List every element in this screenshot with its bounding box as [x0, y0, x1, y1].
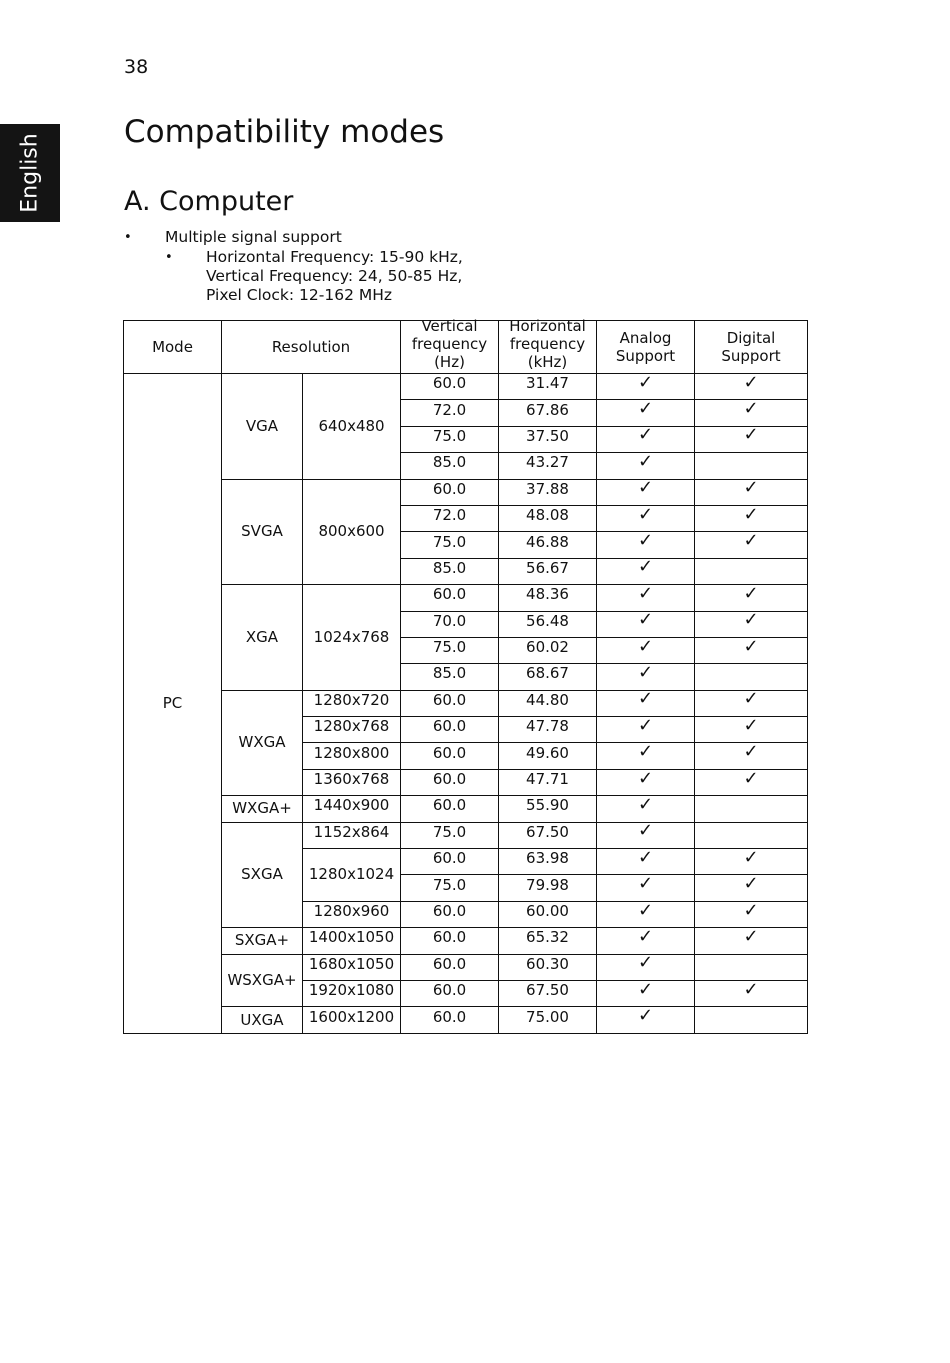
vertical-frequency-cell: 70.0 [401, 611, 499, 637]
checkmark-icon: ✓ [637, 477, 654, 499]
vertical-frequency-cell: 60.0 [401, 849, 499, 875]
horizontal-frequency-cell: 46.88 [499, 532, 597, 558]
vertical-frequency-cell: 60.0 [401, 796, 499, 822]
vertical-frequency-text: Vertical Frequency: 24, 50-85 Hz, [206, 267, 463, 285]
vertical-frequency-cell: 72.0 [401, 505, 499, 531]
checkmark-icon: ✓ [637, 714, 654, 736]
resolution-cell: 800x600 [303, 479, 401, 585]
horizontal-frequency-cell: 75.00 [499, 1007, 597, 1033]
horizontal-frequency-cell: 48.08 [499, 505, 597, 531]
vertical-frequency-cell: 72.0 [401, 400, 499, 426]
checkmark-icon: ✓ [743, 477, 759, 499]
digital-support-cell [695, 901, 808, 927]
horizontal-frequency-cell: 43.27 [499, 453, 597, 479]
digital-support-cell [695, 453, 808, 479]
bullet-icon: • [124, 230, 132, 245]
digital-support-cell [695, 582, 808, 611]
checkmark-icon: ✓ [743, 582, 759, 604]
table-row [124, 585, 808, 611]
resolution-cell: 1280x1024 [303, 849, 401, 902]
vertical-frequency-cell: 75.0 [401, 822, 499, 848]
checkmark-icon: ✓ [743, 688, 759, 710]
language-tab-label: English [17, 133, 43, 213]
compatibility-table [123, 317, 808, 1034]
analog-support-cell [597, 743, 695, 769]
analog-support-cell [597, 450, 695, 479]
resolution-cell: 1152x864 [303, 822, 401, 848]
checkmark-icon: ✓ [743, 503, 759, 525]
vertical-frequency-cell: 60.0 [401, 980, 499, 1006]
checkmark-icon: ✓ [637, 978, 654, 1000]
vertical-frequency-cell: 60.0 [401, 1007, 499, 1033]
table-row [124, 796, 808, 822]
checkmark-icon: ✓ [637, 556, 654, 578]
checkmark-icon: ✓ [637, 371, 654, 393]
horizontal-frequency-cell: 49.60 [499, 743, 597, 769]
checkmark-icon: ✓ [743, 398, 759, 420]
analog-support-cell [597, 426, 695, 452]
table-row [124, 928, 808, 954]
vertical-frequency-cell: 85.0 [401, 453, 499, 479]
digital-support-cell [695, 714, 808, 743]
checkmark-icon: ✓ [637, 609, 654, 631]
horizontal-frequency-cell: 60.00 [499, 901, 597, 927]
vertical-frequency-cell: 60.0 [401, 690, 499, 716]
horizontal-frequency-cell: 67.50 [499, 980, 597, 1006]
analog-support-cell [597, 793, 695, 822]
horizontal-frequency-cell: 56.48 [499, 611, 597, 637]
vertical-frequency-cell: 60.0 [401, 479, 499, 505]
digital-support-cell [695, 925, 808, 954]
checkmark-icon: ✓ [637, 741, 654, 763]
resolution-cell: 1280x720 [303, 690, 401, 716]
resolution-group-cell: WXGA+ [222, 796, 303, 822]
resolution-group-cell: UXGA [222, 1007, 303, 1033]
analog-support-cell [597, 637, 695, 663]
page-number: 38 [124, 56, 149, 78]
horizontal-frequency-cell: 63.98 [499, 849, 597, 875]
analog-support-cell [597, 875, 695, 901]
horizontal-frequency-cell: 60.30 [499, 954, 597, 980]
bullet-icon: • [165, 250, 173, 265]
vertical-frequency-cell: 75.0 [401, 875, 499, 901]
checkmark-icon: ✓ [637, 424, 654, 446]
digital-support-cell [695, 400, 808, 426]
checkmark-icon: ✓ [637, 1005, 654, 1027]
checkmark-icon: ✓ [637, 846, 654, 868]
resolution-cell: 1280x800 [303, 743, 401, 769]
analog-support-cell [597, 505, 695, 531]
digital-support-cell [695, 371, 808, 400]
resolution-cell: 640x480 [303, 374, 401, 480]
resolution-group-cell: XGA [222, 585, 303, 691]
vertical-frequency-cell: 75.0 [401, 532, 499, 558]
header-mode: Mode [124, 321, 222, 374]
vertical-frequency-cell: 60.0 [401, 769, 499, 795]
checkmark-icon: ✓ [637, 793, 654, 815]
analog-support-cell [597, 690, 695, 716]
analog-support-cell [597, 479, 695, 505]
page-title: Compatibility modes [124, 114, 445, 150]
checkmark-icon: ✓ [637, 767, 654, 789]
digital-support-cell [695, 769, 808, 795]
digital-support-cell [695, 875, 808, 901]
horizontal-frequency-cell: 67.86 [499, 400, 597, 426]
header-resolution: Resolution [222, 321, 401, 374]
digital-support-cell [695, 558, 808, 584]
digital-support-cell [695, 690, 808, 716]
resolution-group-cell: SXGA+ [222, 928, 303, 954]
vertical-frequency-cell: 85.0 [401, 664, 499, 690]
resolution-cell: 1024x768 [303, 585, 401, 691]
header-analog-support: Analog Support [597, 321, 695, 374]
horizontal-frequency-text: Horizontal Frequency: 15-90 kHz, [206, 248, 463, 266]
analog-support-cell [597, 769, 695, 795]
analog-support-cell [597, 371, 695, 400]
section-heading: A. Computer [124, 186, 294, 217]
horizontal-frequency-cell: 48.36 [499, 585, 597, 611]
analog-support-cell [597, 901, 695, 927]
digital-support-cell [695, 980, 808, 1006]
vertical-frequency-cell: 60.0 [401, 743, 499, 769]
checkmark-icon: ✓ [637, 635, 654, 657]
digital-support-cell [695, 611, 808, 637]
analog-support-cell [597, 980, 695, 1006]
signal-support-list [124, 228, 463, 305]
analog-support-cell [597, 822, 695, 848]
horizontal-frequency-cell: 67.50 [499, 822, 597, 848]
resolution-group-cell: WXGA [222, 690, 303, 796]
digital-support-cell [695, 505, 808, 531]
resolution-cell: 1280x768 [303, 717, 401, 743]
table-row [124, 1007, 808, 1033]
table-header-row [124, 321, 808, 374]
checkmark-icon: ✓ [743, 371, 759, 393]
horizontal-frequency-cell: 37.88 [499, 479, 597, 505]
digital-support-cell [695, 532, 808, 558]
horizontal-frequency-cell: 65.32 [499, 928, 597, 954]
vertical-frequency-cell: 60.0 [401, 585, 499, 611]
vertical-frequency-cell: 85.0 [401, 558, 499, 584]
checkmark-icon: ✓ [743, 635, 759, 657]
digital-support-cell [695, 743, 808, 769]
checkmark-icon: ✓ [637, 899, 654, 921]
checkmark-icon: ✓ [637, 820, 654, 842]
digital-support-cell [695, 426, 808, 452]
vertical-frequency-cell: 60.0 [401, 954, 499, 980]
horizontal-frequency-cell: 60.02 [499, 637, 597, 663]
resolution-cell: 1600x1200 [303, 1007, 401, 1033]
checkmark-icon: ✓ [637, 873, 654, 895]
resolution-cell: 1440x900 [303, 796, 401, 822]
checkmark-icon: ✓ [743, 873, 759, 895]
table-row [124, 822, 808, 848]
horizontal-frequency-cell: 55.90 [499, 796, 597, 822]
language-tab [0, 124, 60, 222]
pixel-clock-text: Pixel Clock: 12-162 MHz [206, 286, 393, 304]
checkmark-icon: ✓ [743, 714, 759, 736]
table-row [124, 374, 808, 400]
digital-support-cell [695, 637, 808, 663]
checkmark-icon: ✓ [637, 582, 654, 604]
table-row [124, 479, 808, 505]
vertical-frequency-cell: 60.0 [401, 928, 499, 954]
resolution-group-cell: WSXGA+ [222, 954, 303, 1007]
bullet-text: Multiple signal support [165, 228, 342, 246]
checkmark-icon: ✓ [743, 846, 759, 868]
digital-support-cell [695, 796, 808, 822]
checkmark-icon: ✓ [637, 398, 654, 420]
sub-bullet-item [124, 248, 463, 305]
checkmark-icon: ✓ [637, 661, 654, 683]
digital-support-cell [695, 954, 808, 980]
checkmark-icon: ✓ [743, 424, 759, 446]
table-row [124, 954, 808, 980]
resolution-cell: 1920x1080 [303, 980, 401, 1006]
digital-support-cell [695, 822, 808, 848]
horizontal-frequency-cell: 44.80 [499, 690, 597, 716]
checkmark-icon: ✓ [743, 741, 759, 763]
digital-support-cell [695, 664, 808, 690]
checkmark-icon: ✓ [743, 767, 759, 789]
checkmark-icon: ✓ [637, 450, 654, 472]
checkmark-icon: ✓ [743, 925, 759, 947]
resolution-cell: 1280x960 [303, 901, 401, 927]
analog-support-cell [597, 532, 695, 558]
analog-support-cell [597, 846, 695, 875]
vertical-frequency-cell: 60.0 [401, 901, 499, 927]
mode-cell: PC [124, 374, 222, 1034]
header-vertical-frequency: Vertical frequency (Hz) [401, 321, 499, 374]
digital-support-cell [695, 846, 808, 875]
analog-support-cell [597, 400, 695, 426]
analog-support-cell [597, 1007, 695, 1033]
digital-support-cell [695, 1007, 808, 1033]
horizontal-frequency-cell: 47.78 [499, 717, 597, 743]
checkmark-icon: ✓ [743, 899, 759, 921]
resolution-cell: 1680x1050 [303, 954, 401, 980]
checkmark-icon: ✓ [743, 978, 759, 1000]
resolution-cell: 1400x1050 [303, 928, 401, 954]
analog-support-cell [597, 925, 695, 954]
analog-support-cell [597, 558, 695, 584]
horizontal-frequency-cell: 31.47 [499, 374, 597, 400]
analog-support-cell [597, 611, 695, 637]
analog-support-cell [597, 661, 695, 690]
analog-support-cell [597, 582, 695, 611]
checkmark-icon: ✓ [637, 925, 654, 947]
vertical-frequency-cell: 75.0 [401, 637, 499, 663]
analog-support-cell [597, 954, 695, 980]
horizontal-frequency-cell: 68.67 [499, 664, 597, 690]
resolution-group-cell: VGA [222, 374, 303, 480]
vertical-frequency-cell: 60.0 [401, 717, 499, 743]
vertical-frequency-cell: 75.0 [401, 426, 499, 452]
analog-support-cell [597, 714, 695, 743]
header-horizontal-frequency: Horizontal frequency (kHz) [499, 321, 597, 374]
vertical-frequency-cell: 60.0 [401, 374, 499, 400]
checkmark-icon: ✓ [637, 503, 654, 525]
resolution-group-cell: SXGA [222, 822, 303, 928]
checkmark-icon: ✓ [637, 688, 654, 710]
horizontal-frequency-cell: 79.98 [499, 875, 597, 901]
resolution-group-cell: SVGA [222, 479, 303, 585]
horizontal-frequency-cell: 37.50 [499, 426, 597, 452]
header-digital-support: Digital Support [695, 321, 808, 374]
horizontal-frequency-cell: 47.71 [499, 769, 597, 795]
table-row [124, 690, 808, 716]
digital-support-cell [695, 479, 808, 505]
checkmark-icon: ✓ [637, 530, 654, 552]
horizontal-frequency-cell: 56.67 [499, 558, 597, 584]
checkmark-icon: ✓ [743, 609, 759, 631]
checkmark-icon: ✓ [743, 530, 759, 552]
checkmark-icon: ✓ [637, 952, 654, 974]
resolution-cell: 1360x768 [303, 769, 401, 795]
bullet-item [124, 228, 463, 247]
